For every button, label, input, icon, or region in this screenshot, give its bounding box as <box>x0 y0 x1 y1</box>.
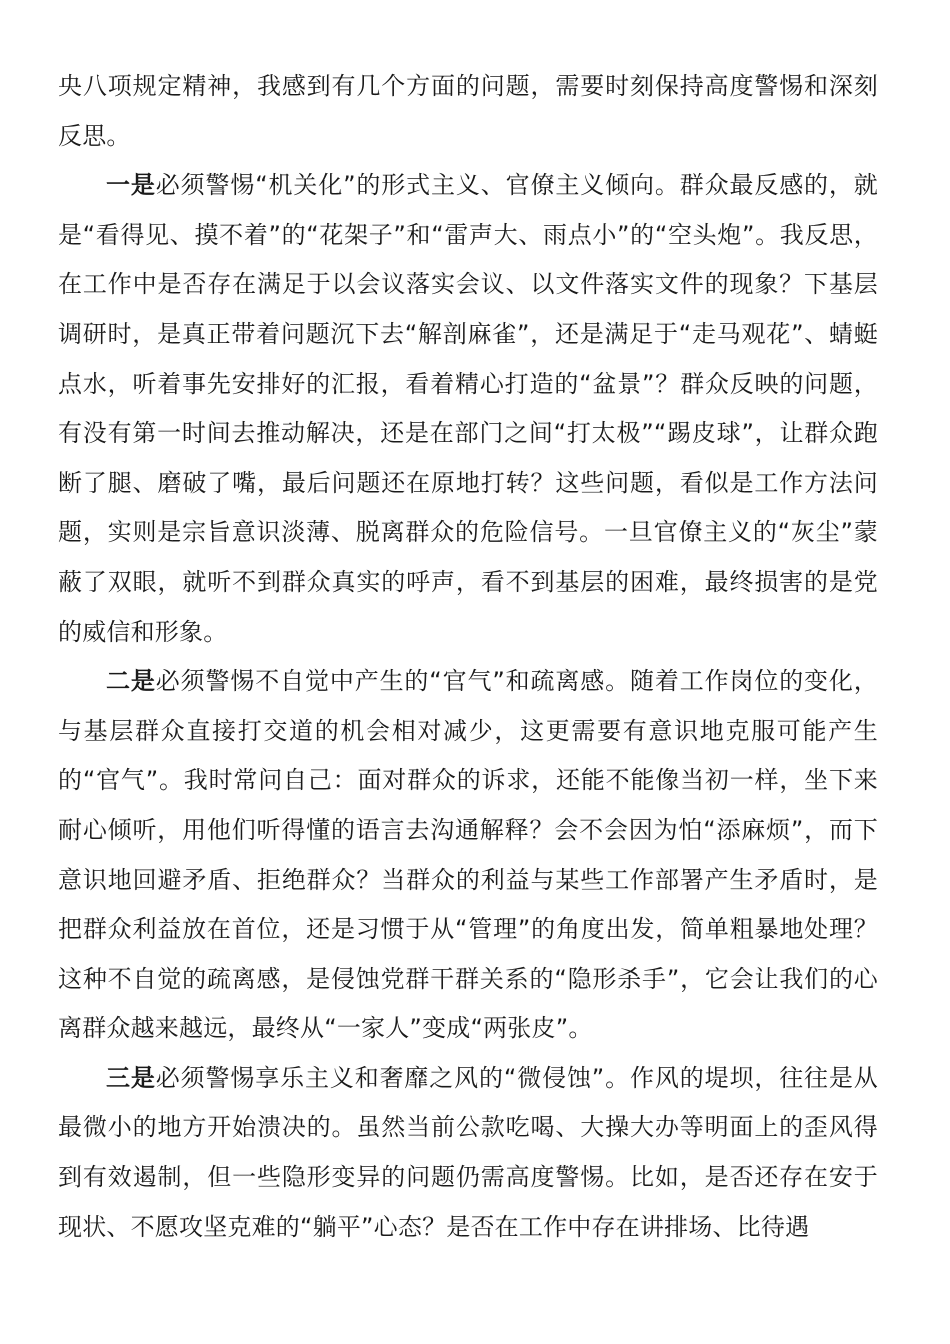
section-text-3: 必须警惕享乐主义和奢靡之风的“微侵蚀”。作风的堤坝，往往是从最微小的地方开始溃决的。虽然当前公款吃喝、大操大办等明面上的歪风得到有效遏制，但一些隐形变异的问题仍需高度警惕。比如，是否还存在安于现状、不愿攻坚克难的“躺平”心态？是否在工作中存在讲排场、比待遇 <box>58 1063 878 1241</box>
section-text-1: 必须警惕“机关化”的形式主义、官僚主义倾向。群众最反感的，就是“看得见、摸不着”的“花架子”和“雷声大、雨点小”的“空头炮”。我反思，在工作中是否存在满足于以会议落实会议、以文件落实文件的现象？下基层调研时，是真正带着问题沉下去“解剖麻雀”，还是满足于“走马观花”、蜻蜓点水，听着事先安排好的汇报，看着精心打造的“盆景”？群众反映的问题，有没有第一时间去推动解决，还是在部门之间“打太极”“踢皮球”，让群众跑断了腿、磨破了嘴，最后问题还在原地打转？这些问题，看似是工作方法问题，实则是宗旨意识淡薄、脱离群众的危险信号。一旦官僚主义的“灰尘”蒙蔽了双眼，就听不到群众真实的呼声，看不到基层的困难，最终损害的是党的威信和形象。 <box>58 171 878 646</box>
intro-paragraph: 央八项规定精神，我感到有几个方面的问题，需要时刻保持高度警惕和深刻反思。 <box>58 72 878 150</box>
section-text-2: 必须警惕不自觉中产生的“官气”和疏离感。随着工作岗位的变化，与基层群众直接打交道的机会相对减少，这更需要有意识地克服可能产生的“官气”。我时常问自己：面对群众的诉求，还能不能像当初一样，坐下来耐心倾听，用他们听得懂的语言去沟通解释？会不会因为怕“添麻烦”，而下意识地回避矛盾、拒绝群众？当群众的利益与某些工作部署产生矛盾时，是把群众利益放在首位，还是习惯于从“管理”的角度出发，简单粗暴地处理？这种不自觉的疏离感，是侵蚀党群干群关系的“隐形杀手”，它会让我们的心离群众越来越远，最终从“一家人”变成“两张皮”。 <box>58 667 878 1043</box>
section-paragraph-2 <box>58 657 878 1054</box>
document-body <box>58 62 878 1252</box>
section-lead-3: 三是 <box>106 1063 156 1092</box>
section-paragraph-3 <box>58 1054 878 1252</box>
section-lead-2: 二是 <box>106 667 156 696</box>
section-paragraph-1 <box>58 161 878 657</box>
section-lead-1: 一是 <box>106 171 156 200</box>
